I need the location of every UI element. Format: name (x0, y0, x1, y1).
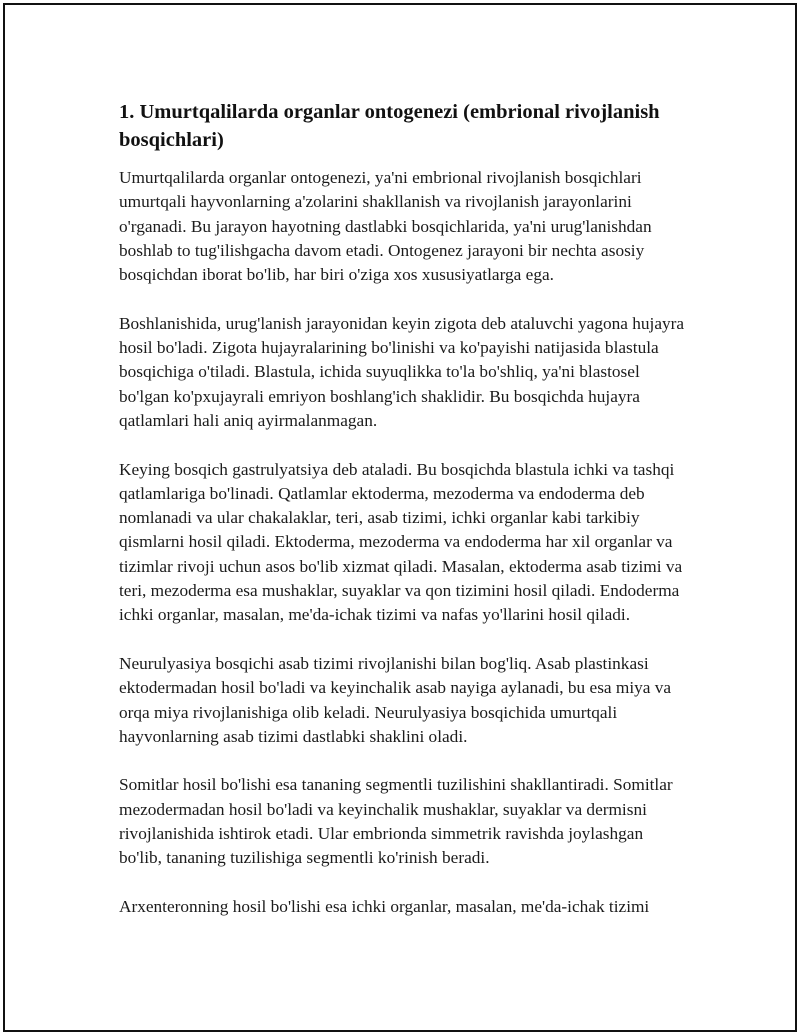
paragraph-zygote-blastula: Boshlanishida, urug'lanish jarayonidan keyin zigota deb ataluvchi yagona hujayra hosil bo'ladi. Zigota hujayralarining bo'linishi va ko'payishi natijasida blastula bosqichiga o'tiladi. Blastula, ichida suyuqlikka to'la bo'shliq, ya'ni blastosel bo'lgan ko'pxujayrali emriyon boshlang'ich shaklidir. Bu bosqichda hujayra qatlamlari hali aniq ayirmalanmagan. (119, 313, 685, 430)
paragraph-neurulation: Neurulyasiya bosqichi asab tizimi rivojlanishi bilan bog'liq. Asab plastinkasi ektodermadan hosil bo'ladi va keyinchalik asab nayiga aylanadi, bu esa miya va orqa miya rivojlanishiga olib keladi. Neurulyasiya bosqichida umurtqali hayvonlarning asab tizimi dastlabki shaklini oladi. (119, 653, 672, 746)
paragraph-somites: Somitlar hosil bo'lishi esa tananing segmentli tuzilishini shakllantiradi. Somitlar mezodermadan hosil bo'ladi va keyinchalik mushaklar, suyaklar va dermisni rivojlanishida ishtirok etadi. Ular embrionda simmetrik ravishda joylashgan bo'lib, tananing tuzilishiga segmentli ko'rinish beradi. (119, 775, 673, 868)
section-heading: 1. Umurtqalilarda organlar ontogenezi (embrional rivojlanish bosqichlari) (119, 101, 660, 151)
page-frame (3, 3, 797, 1032)
paragraph-archenteron: Arxenteronning hosil bo'lishi esa ichki organlar, masalan, me'da-ichak tizimi (119, 896, 650, 916)
paragraph-gastrulation: Keying bosqich gastrulyatsiya deb ataladi. Bu bosqichda blastula ichki va tashqi qatlamlariga bo'linadi. Qatlamlar ektoderma, mezoderma va endoderma deb nomlanadi va ular chakalaklar, teri, asab tizimi, ichki organlar kabi tarkibiy qismlarni hosil qiladi. Ektoderma, mezoderma va endoderma har xil organlar va tizimlar rivoji uchun asos bo'lib xizmat qiladi. Masalan, ektoderma asab tizimi va teri, mezoderma esa mushaklar, suyaklar va qon tizimini hosil qiladi. Endoderma ichki organlar, masalan, me'da-ichak tizimi va nafas yo'llarini hosil qiladi. (119, 459, 683, 625)
document-body (119, 98, 689, 944)
paragraph-intro: Umurtqalilarda organlar ontogenezi, ya'ni embrional rivojlanish bosqichlari umurtqali hayvonlarning a'zolarini shakllanish va rivojlanish jarayonlarini o'rganadi. Bu jarayon hayotning dastlabki bosqichlarida, ya'ni urug'lanishdan boshlab to tug'ilishgacha davom etadi. Ontogenez jarayoni bir nechta asosiy bosqichdan iborat bo'lib, har biri o'ziga xos xususiyatlarga ega. (119, 168, 652, 285)
